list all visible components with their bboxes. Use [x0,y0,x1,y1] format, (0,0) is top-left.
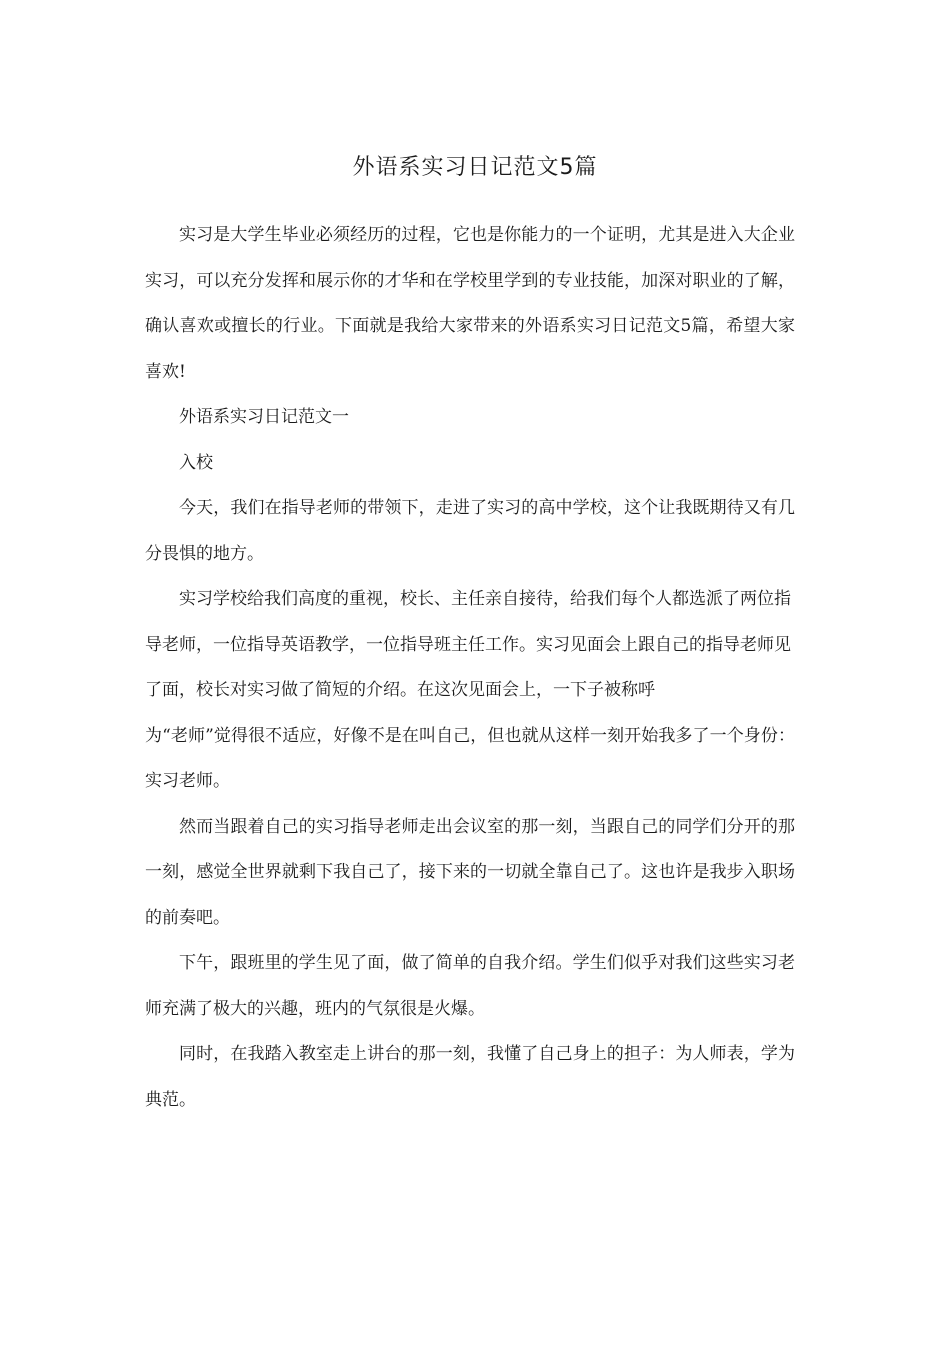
section-heading: 外语系实习日记范文一 [179,407,349,427]
body-paragraph: 今天，我们在指导老师的带领下，走进了实习的高中学校，这个让我既期待又有几分畏惧的地方。 [145,498,795,564]
intro-paragraph: 实习是大学生毕业必须经历的过程，它也是你能力的一个证明，尤其是进入大企业实习，可以充分发挥和展示你的才华和在学校里学到的专业技能，加深对职业的了解，确认喜欢或擅长的行业。下面就是我给大家带来的外语系实习日记范文5篇，希望大家喜欢! [145,225,795,382]
body-paragraph: 实习学校给我们高度的重视，校长、主任亲自接待，给我们每个人都选派了两位指导老师，一位指导英语教学，一位指导班主任工作。实习见面会上跟自己的指导老师见了面，校长对实习做了简短的介绍。在这次见面会上，一下子被称呼 [145,589,791,700]
body-paragraph: 同时，在我踏入教室走上讲台的那一刻，我懂了自己身上的担子：为人师表，学为典范。 [145,1044,795,1110]
entry-subtitle: 入校 [179,452,213,473]
document-title: 外语系实习日记范文5篇 [352,155,598,180]
body-paragraph-continued: 为“老师”觉得很不适应，好像不是在叫自己，但也就从这样一刻开始我多了一个身份：实习老师。 [145,725,795,791]
document-body [145,213,795,1123]
body-paragraph: 然而当跟着自己的实习指导老师走出会议室的那一刻，当跟自己的同学们分开的那一刻，感觉全世界就剩下我自己了，接下来的一切就全靠自己了。这也许是我步入职场的前奏吧。 [145,816,795,928]
body-paragraph: 下午，跟班里的学生见了面，做了简单的自我介绍。学生们似乎对我们这些实习老师充满了极大的兴趣，班内的气氛很是火爆。 [145,953,795,1019]
